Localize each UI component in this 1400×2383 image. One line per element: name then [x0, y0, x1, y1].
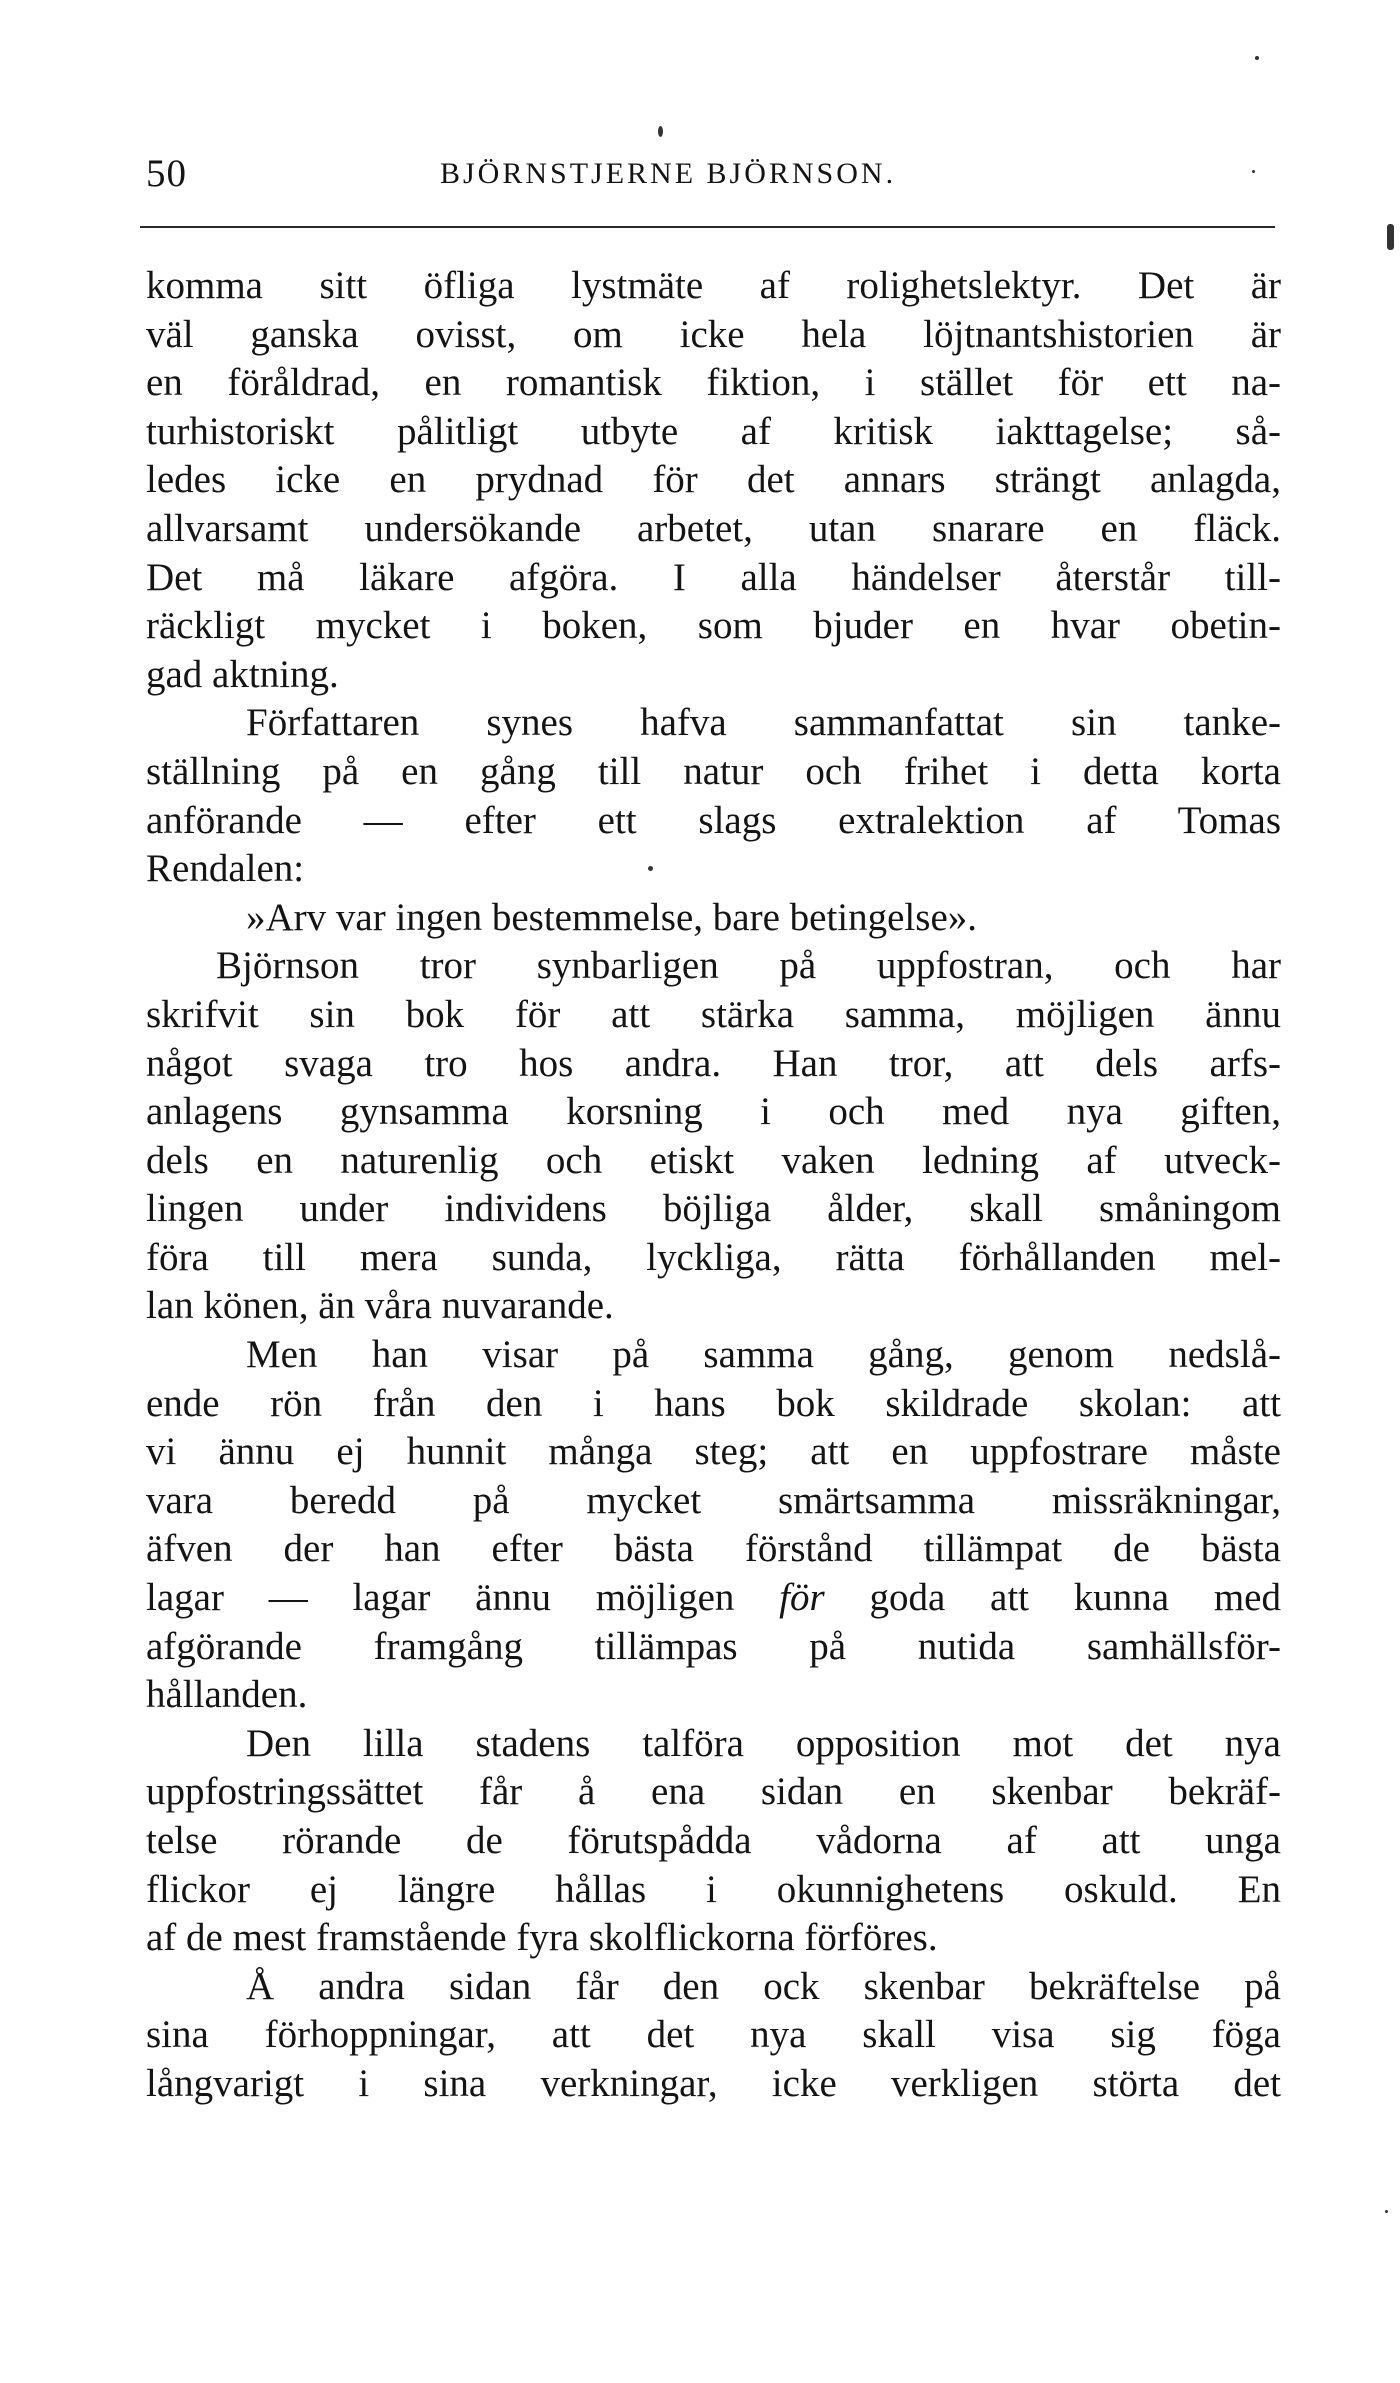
running-title: BJÖRNSTJERNE BJÖRNSON. — [440, 157, 897, 190]
print-speck — [1252, 170, 1255, 173]
print-speck — [1255, 56, 1259, 60]
text-line: komma sitt öfliga lystmäte af rolighetslektyr. Det är — [146, 264, 1281, 307]
header-rule — [140, 226, 1275, 228]
text-line: ende rön från den i hans bok skildrade skolan: att — [146, 1381, 1281, 1425]
text-line: Björnson tror synbarligen på uppfostran, och har — [216, 944, 1281, 988]
text-line: räckligt mycket i boken, som bjuder en hvar obetin- — [146, 604, 1281, 648]
text-line: allvarsamt undersökande arbetet, utan snarare en fläck. — [146, 506, 1281, 550]
text-line: hållanden. — [146, 1673, 308, 1717]
text-line: Men han visar på samma gång, genom nedslå- — [246, 1333, 1281, 1377]
print-speck — [1387, 224, 1394, 250]
body-text — [146, 262, 1281, 2109]
text-line: långvarigt i sina verkningar, icke verkligen störta det — [146, 2061, 1281, 2105]
text-line: afgörande framgång tillämpas på nutida samhällsför- — [146, 1624, 1281, 1668]
print-speck — [658, 126, 663, 137]
text-line: lan könen, än våra nuvarande. — [146, 1284, 614, 1328]
text-line: ledes icke en prydnad för det annars strängt anlagda, — [146, 458, 1281, 502]
text-line: Å andra sidan får den ock skenbar bekräftelse på — [246, 1964, 1281, 2008]
text-line: sina förhoppningar, att det nya skall visa sig föga — [146, 2013, 1281, 2057]
text-line: anförande — efter ett slags extralektion af Tomas — [146, 798, 1281, 842]
text-line: väl ganska ovisst, om icke hela löjtnantshistorien är — [146, 312, 1281, 356]
page-number: 50 — [146, 152, 187, 195]
text-line: skrifvit sin bok för att stärka samma, möjligen ännu — [146, 992, 1281, 1036]
text-line: något svaga tro hos andra. Han tror, att dels arfs- — [146, 1041, 1281, 1085]
text-line: turhistoriskt pålitligt utbyte af kritisk iakttagelse; så- — [146, 409, 1281, 453]
text-segment: goda att kunna med — [869, 1576, 1281, 1620]
quotation-line: »Arv var ingen bestemmelse, bare betingelse». — [246, 895, 978, 939]
text-line — [146, 1574, 1281, 1623]
text-line: uppfostringssättet får å ena sidan en skenbar bekräf- — [146, 1770, 1281, 1814]
text-line: lingen under individens böjliga ålder, skall småningom — [146, 1187, 1281, 1231]
text-line: Det må läkare afgöra. I alla händelser återstår till- — [146, 555, 1281, 599]
text-line: gad aktning. — [146, 652, 339, 696]
text-line: telse rörande de förutspådda vådorna af att unga — [146, 1819, 1281, 1862]
italic-word: för — [779, 1576, 825, 1620]
text-line: Författaren synes hafva sammanfattat sin tanke- — [246, 701, 1281, 745]
text-line: ställning på en gång till natur och frihet i detta korta — [146, 749, 1281, 793]
text-line: Den lilla stadens talföra opposition mot det nya — [246, 1721, 1281, 1765]
text-line: en föråldrad, en romantisk fiktion, i stället för ett na- — [146, 361, 1281, 405]
text-segment: lagar — lagar ännu möjligen — [146, 1576, 735, 1620]
text-line: vara beredd på mycket smärtsamma missräkningar, — [146, 1478, 1281, 1522]
text-line: föra till mera sunda, lyckliga, rätta förhållanden mel- — [146, 1235, 1281, 1279]
print-speck — [1385, 2210, 1388, 2213]
text-line: anlagens gynsamma korsning i och med nya giften, — [146, 1090, 1281, 1134]
text-line: af de mest framstående fyra skolflickorna förföres. — [146, 1916, 938, 1960]
print-speck — [648, 866, 653, 871]
text-line: vi ännu ej hunnit många steg; att en uppfostrare måste — [146, 1430, 1281, 1474]
text-line: äfven der han efter bästa förstånd tillämpat de bästa — [146, 1527, 1281, 1571]
text-line: Rendalen: — [146, 847, 305, 891]
text-line: flickor ej längre hållas i okunnighetens oskuld. En — [146, 1867, 1281, 1911]
text-line: dels en naturenlig och etiskt vaken ledning af utveck- — [146, 1138, 1281, 1182]
running-head — [140, 152, 1275, 196]
